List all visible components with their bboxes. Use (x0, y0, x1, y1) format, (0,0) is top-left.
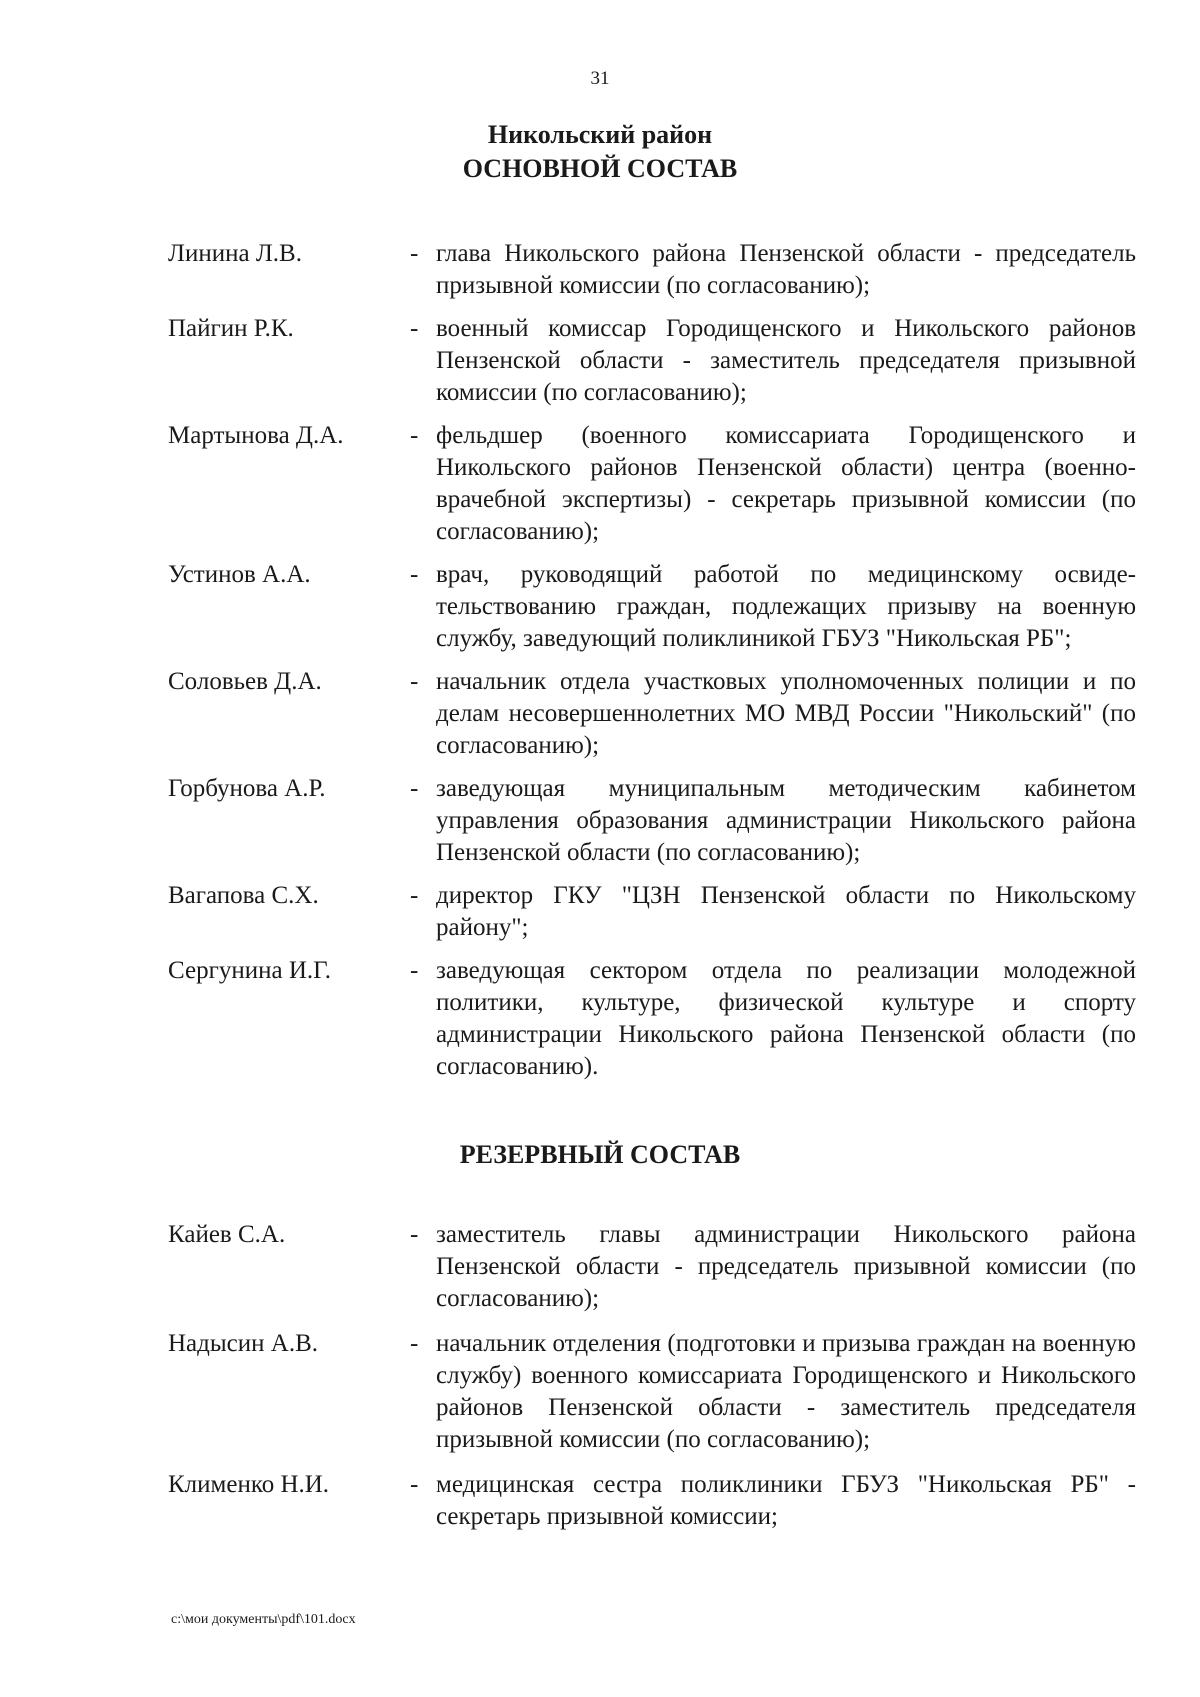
member-dash: - (410, 775, 419, 802)
member-position: военный комиссар Городищенского и Никольского районов Пензенской области - заместитель председателя призывной комиссии (по согласованию); (436, 315, 1136, 406)
member-entry (168, 313, 1136, 409)
main-composition-heading: ОСНОВНОЙ СОСТАВ (462, 154, 738, 183)
member-entry (168, 1469, 1136, 1533)
member-name: Соловьев Д.А. (168, 668, 322, 695)
member-name: Кайев С.А. (168, 1221, 286, 1248)
member-dash: - (410, 1221, 419, 1248)
member-name: Горбунова А.Р. (168, 775, 326, 802)
member-position: медицинская сестра поликлиники ГБУЗ "Никольская РБ" - секретарь призывной комиссии; (436, 1471, 1136, 1530)
member-dash: - (410, 315, 419, 342)
member-dash: - (410, 422, 419, 449)
member-name: Надысин А.В. (168, 1330, 318, 1357)
district-heading: Никольский район (487, 120, 713, 149)
member-entry (168, 559, 1136, 655)
member-position: заместитель главы администрации Никольского района Пензенской области - председатель призывной комиссии (по согласованию); (436, 1221, 1136, 1312)
member-dash: - (410, 668, 419, 695)
member-position: врач, руководящий работой по медицинскому освиде-тельствованию граждан, подлежащих призыву на военную службу, заведующий поликлиникой ГБУЗ "Никольская РБ"; (436, 561, 1136, 652)
reserve-composition-heading: РЕЗЕРВНЫЙ СОСТАВ (459, 1140, 741, 1169)
member-entry (168, 880, 1136, 944)
footer-file-path: c:\мои документы\pdf\101.docx (171, 1612, 356, 1627)
member-dash: - (410, 882, 419, 909)
member-position: начальник отдела участковых уполномоченных полиции и по делам несовершеннолетних МО МВД России "Никольский" (по согласованию); (436, 668, 1136, 759)
member-entry (168, 1219, 1136, 1315)
member-dash: - (410, 1471, 419, 1498)
member-name: Линина Л.В. (168, 240, 302, 267)
member-position: фельдшер (военного комиссариата Городищенского и Никольского районов Пензенской области) центра (военно-врачебной экспертизы) - секретарь призывной комиссии (по согласованию); (436, 422, 1136, 545)
member-name: Мартынова Д.А. (168, 422, 344, 449)
member-position: заведующая сектором отдела по реализации молодежной политики, культуре, физической культуре и спорту администрации Никольского района Пензенской области (по согласованию). (436, 957, 1136, 1080)
member-name: Сергунина И.Г. (168, 957, 332, 984)
member-dash: - (410, 1330, 419, 1357)
member-name: Клименко Н.И. (168, 1471, 330, 1498)
member-name: Пайгин Р.К. (168, 315, 294, 342)
member-position: начальник отделения (подготовки и призыва граждан на военную службу) военного комиссариата Городищенского и Никольского районов Пензенской области - заместитель председателя призывной комиссии (по согласованию); (436, 1330, 1136, 1453)
main-composition-list (168, 238, 1136, 1094)
member-entry (168, 238, 1136, 302)
member-entry (168, 666, 1136, 762)
member-name: Вагапова С.Х. (168, 882, 319, 909)
member-dash: - (410, 240, 419, 267)
member-dash: - (410, 957, 419, 984)
member-entry (168, 1328, 1136, 1456)
reserve-composition-list (168, 1219, 1136, 1546)
member-position: глава Никольского района Пензенской области - председатель призывной комиссии (по согласованию); (436, 240, 1136, 299)
member-entry (168, 773, 1136, 869)
member-entry (168, 420, 1136, 548)
member-entry (168, 955, 1136, 1083)
page-number: 31 (590, 68, 610, 89)
member-name: Устинов А.А. (168, 561, 311, 588)
member-position: заведующая муниципальным методическим кабинетом управления образования администрации Никольского района Пензенской области (по согласованию); (436, 775, 1136, 866)
member-position: директор ГКУ "ЦЗН Пензенской области по Никольскому району"; (436, 882, 1136, 941)
member-dash: - (410, 561, 419, 588)
